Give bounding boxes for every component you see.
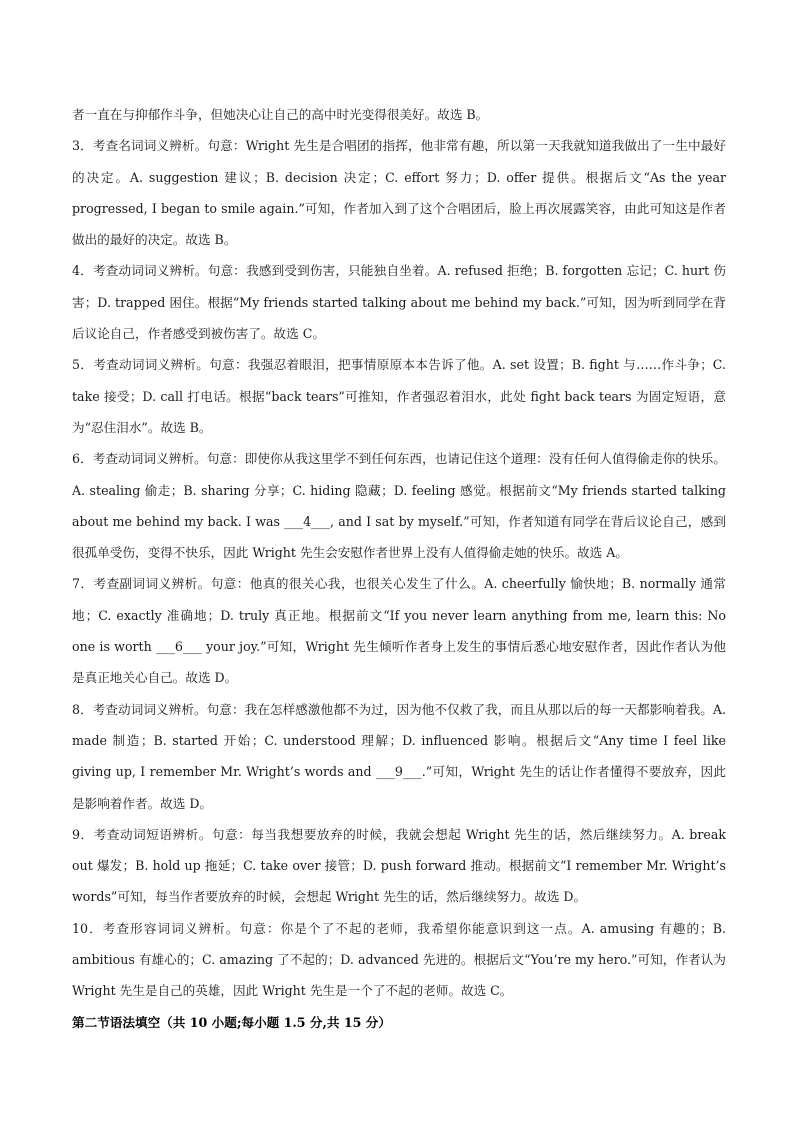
explanation-item-9: 9．考查动词短语辨析。句意：每当我想要放弃的时候，我就会想起 Wright 先生的话，然后继续努力。A. break out 爆发；B. hold up 拖延；C. take over 接管；D. push forward 推动。根据前文“I remember Mr. Wright’s words”可知，每当作者要放弃的时候，会想起 Wright 先生的话，然后继续努力。故选 D。 <box>72 826 726 905</box>
answer-explanations <box>72 99 726 1051</box>
explanation-item-8: 8．考查动词词义辨析。句意：我在怎样感激他都不为过，因为他不仅救了我，而且从那以后的每一天都影响着我。A. made 制造；B. started 开始；C. understood 理解；D. influenced 影响。根据后文“Any time I feel like giving up, I remember Mr. Wright’s words and ___9___.”可知，Wright 先生的话让作者懂得不要放弃，因此是影响着作者。故选 D。 <box>72 701 726 811</box>
explanation-item-3: 3．考查名词词义辨析。句意：Wright 先生是合唱团的指挥，他非常有趣，所以第一天我就知道我做出了一生中最好的决定。A. suggestion 建议；B. decision 决定；C. effort 努力；D. offer 提供。根据后文“As the year progressed, I began to smile again.”可知，作者加入到了这个合唱团后，脸上再次展露笑容，由此可知这是作者做出的最好的决定。故选 B。 <box>72 138 726 248</box>
explanation-item-6: 6．考查动词词义辨析。句意：即使你从我这里学不到任何东西，也请记住这个道理：没有任何人值得偷走你的快乐。A. stealing 偷走；B. sharing 分享；C. hiding 隐藏；D. feeling 感觉。根据前文“My friends started talking about me behind my back. I was ___4___, and I sat by myself.”可知，作者知道有同学在背后议论自己，感到很孤单受伤，变得不快乐，因此 Wright 先生会安慰作者世界上没有人值得偷走她的快乐。故选 A。 <box>72 451 726 561</box>
section-title: 第二节语法填空（共 10 小题;每小题 1.5 分,共 15 分） <box>72 1014 391 1030</box>
intro-paragraph: 者一直在与抑郁作斗争，但她决心让自己的高中时光变得很美好。故选 B。 <box>72 107 489 122</box>
explanation-item-5: 5．考查动词词义辨析。句意：我强忍着眼泪，把事情原原本本告诉了他。A. set 设置；B. fight 与……作斗争；C. take 接受；D. call 打电话。根据“back tears”可推知，作者强忍着泪水，此处 fight back tears 为固定短语，意为“忍住泪水”。故选 B。 <box>72 357 726 435</box>
explanation-item-7: 7．考查副词词义辨析。句意：他真的很关心我，也很关心发生了什么。A. cheerfully 愉快地；B. normally 通常地；C. exactly 准确地；D. truly 真正地。根据前文“If you never learn anything from me, learn this: No one is worth ___6___ your joy.”可知，Wright 先生倾听作者身上发生的事情后悉心地安慰作者，因此作者认为他是真正地关心自己。故选 D。 <box>72 576 726 686</box>
explanation-item-4: 4．考查动词词义辨析。句意：我感到受到伤害，只能独自坐着。A. refused 拒绝；B. forgotten 忘记；C. hurt 伤害；D. trapped 困住。根据“My friends started talking about me behind my back.”可知，因为听到同学在背后议论自己，作者感受到被伤害了。故选 C。 <box>72 263 726 342</box>
explanation-item-10: 10．考查形容词词义辨析。句意：你是个了不起的老师，我希望你能意识到这一点。A. amusing 有趣的；B. ambitious 有雄心的；C. amazing 了不起的；D. advanced 先进的。根据后文“You’re my hero.”可知，作者认为 Wright 先生是自己的英雄，因此 Wright 先生是一个了不起的老师。故选 C。 <box>72 920 726 999</box>
